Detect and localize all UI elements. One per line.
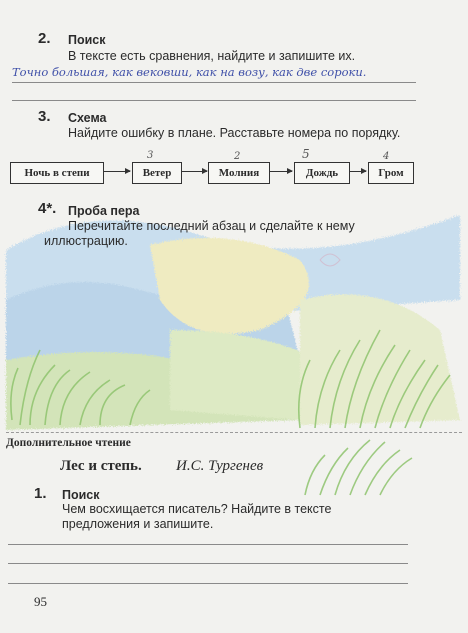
answer-line: [8, 563, 408, 564]
handwritten-answer[interactable]: Точно большая, как вековши, как на возу, как две сороки.: [12, 65, 367, 79]
story-author: И.С. Тургенев: [176, 458, 264, 474]
section-divider: [6, 432, 462, 433]
plan-box-night-steppe: Ночь в степи: [10, 162, 104, 184]
answer-line: [8, 544, 408, 545]
handwritten-number: 4: [383, 151, 390, 162]
story-title: Лес и степь.: [60, 458, 142, 474]
task-number: 2.: [38, 30, 51, 47]
task-number: 4*.: [38, 200, 57, 217]
answer-line: [12, 82, 416, 83]
arrow: [270, 171, 292, 172]
plan-box-lightning: Молния: [208, 162, 270, 184]
arrow: [350, 171, 366, 172]
answer-line: [12, 100, 416, 101]
task-heading: Поиск: [68, 33, 106, 47]
task-instruction: Найдите ошибку в плане. Расставьте номера по порядку.: [68, 126, 401, 140]
answer-line: [8, 583, 408, 584]
plan-box-rain: Дождь: [294, 162, 350, 184]
handwritten-number: 3: [147, 150, 154, 161]
task-instruction: Чем восхищается писатель? Найдите в тексте предложения и запишите.: [62, 502, 332, 531]
task-instruction: В тексте есть сравнения, найдите и запишите их.: [68, 49, 356, 63]
handwritten-number: 2: [234, 151, 241, 162]
task-heading: Поиск: [62, 488, 100, 502]
task-instruction: Перечитайте последний абзац и сделайте к нему иллюстрацию.: [44, 219, 355, 248]
task-number: 3.: [38, 108, 51, 125]
task-number: 1.: [34, 485, 47, 502]
task-heading: Схема: [68, 111, 107, 125]
plan-box-wind: Ветер: [132, 162, 182, 184]
arrow: [182, 171, 207, 172]
plan-box-thunder: Гром: [368, 162, 414, 184]
task-heading: Проба пера: [68, 204, 140, 218]
arrow: [104, 171, 130, 172]
section-title: Дополнительное чтение: [6, 437, 131, 449]
handwritten-number: 5: [302, 147, 310, 161]
page-number: 95: [34, 594, 47, 609]
